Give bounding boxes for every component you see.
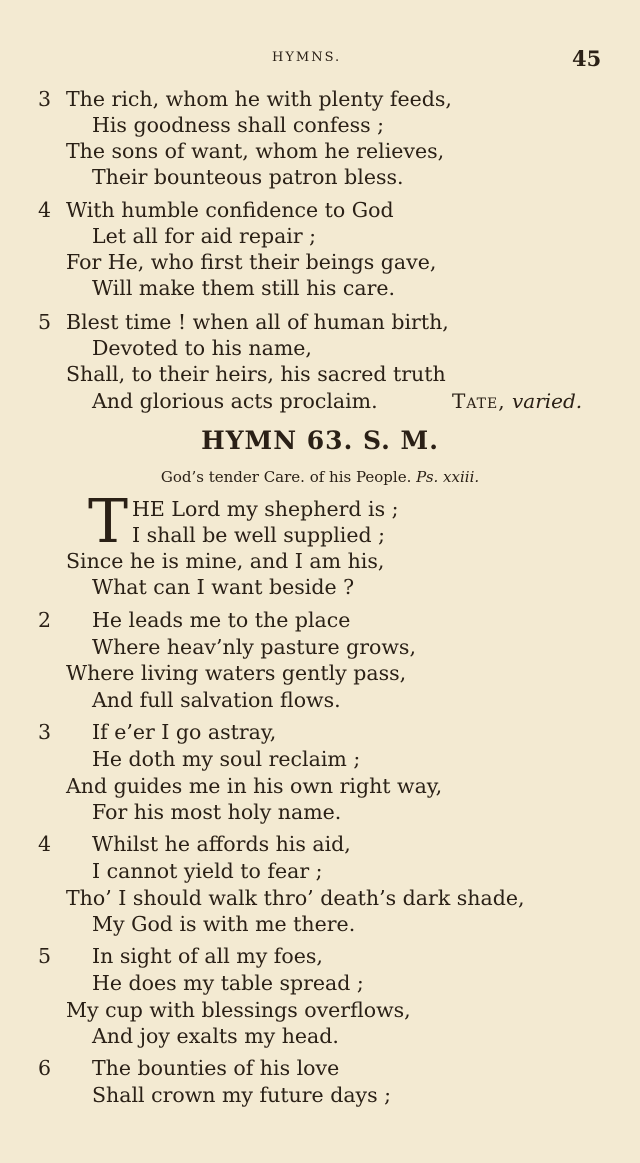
verse-line: He leads me to the place (92, 608, 351, 632)
verse-line: What can I want beside ? (92, 575, 355, 599)
subtitle-text: God’s tender Care. of his People. (160, 468, 412, 486)
verse-line: I shall be well supplied ; (132, 523, 386, 547)
verse-line: My God is with me there. (92, 912, 356, 936)
verse-line: HE Lord my shepherd is ; (132, 497, 399, 521)
verse-line: Whilst he affords his aid, (92, 832, 351, 856)
verse-line: Shall, to their heirs, his sacred truth (66, 362, 446, 386)
stanza-number: 2 (38, 608, 52, 632)
verse-line: Where heav’nly pasture grows, (92, 635, 416, 659)
verse-line: With humble confidence to God (66, 198, 394, 222)
verse-line: And full salvation flows. (92, 688, 341, 712)
verse-line: If e’er I go astray, (92, 720, 277, 744)
verse-line: Since he is mine, and I am his, (66, 549, 385, 573)
verse-line: Where living waters gently pass, (66, 661, 407, 685)
verse-line: He does my table spread ; (92, 971, 364, 995)
verse-line: His goodness shall confess ; (92, 113, 385, 137)
verse-line: He doth my soul reclaim ; (92, 747, 361, 771)
verse-line: The rich, whom he with plenty feeds, (66, 87, 452, 111)
page-number: 45 (572, 46, 602, 71)
verse-line: And joy exalts my head. (92, 1024, 339, 1048)
psalm-reference: Ps. xxiii. (416, 468, 480, 486)
hymn-subtitle (0, 468, 640, 486)
verse-line: Their bounteous patron bless. (92, 165, 404, 189)
verse-line: Shall crown my future days ; (92, 1083, 392, 1107)
verse-line: Let all for aid repair ; (92, 224, 317, 248)
running-head (0, 46, 640, 71)
attribution (452, 388, 582, 414)
verse-line: The sons of want, whom he relieves, (66, 139, 445, 163)
verse-line: Tho’ I should walk thro’ death’s dark shade, (66, 886, 525, 910)
verse-line: Blest time ! when all of human birth, (66, 310, 449, 334)
verse-line: The bounties of his love (92, 1056, 340, 1080)
stanza-number: 6 (38, 1056, 52, 1080)
stanza-number: 3 (38, 720, 52, 744)
verse-line: I cannot yield to fear ; (92, 859, 323, 883)
stanza-number: 4 (38, 832, 52, 856)
stanza-number: 4 (38, 198, 52, 222)
verse-line: My cup with blessings overflows, (66, 998, 411, 1022)
drop-cap: T (88, 487, 129, 557)
verse-line: And guides me in his own right way, (66, 774, 443, 798)
verse-line: Will make them still his care. (92, 276, 396, 300)
verse-line: For his most holy name. (92, 800, 342, 824)
hymn-title: HYMN 63. S. M. (201, 426, 439, 455)
attribution-note: varied. (511, 389, 583, 413)
running-title: HYMNS. (272, 50, 342, 65)
verse-line: For He, who first their beings gave, (66, 250, 437, 274)
verse-line: And glorious acts proclaim. (92, 389, 378, 413)
attribution-author: Tate, (452, 389, 506, 413)
verse-line: In sight of all my foes, (92, 944, 323, 968)
stanza-number: 5 (38, 310, 52, 334)
stanza-number: 5 (38, 944, 52, 968)
stanza-number: 3 (38, 87, 52, 111)
verse-line: Devoted to his name, (92, 336, 312, 360)
